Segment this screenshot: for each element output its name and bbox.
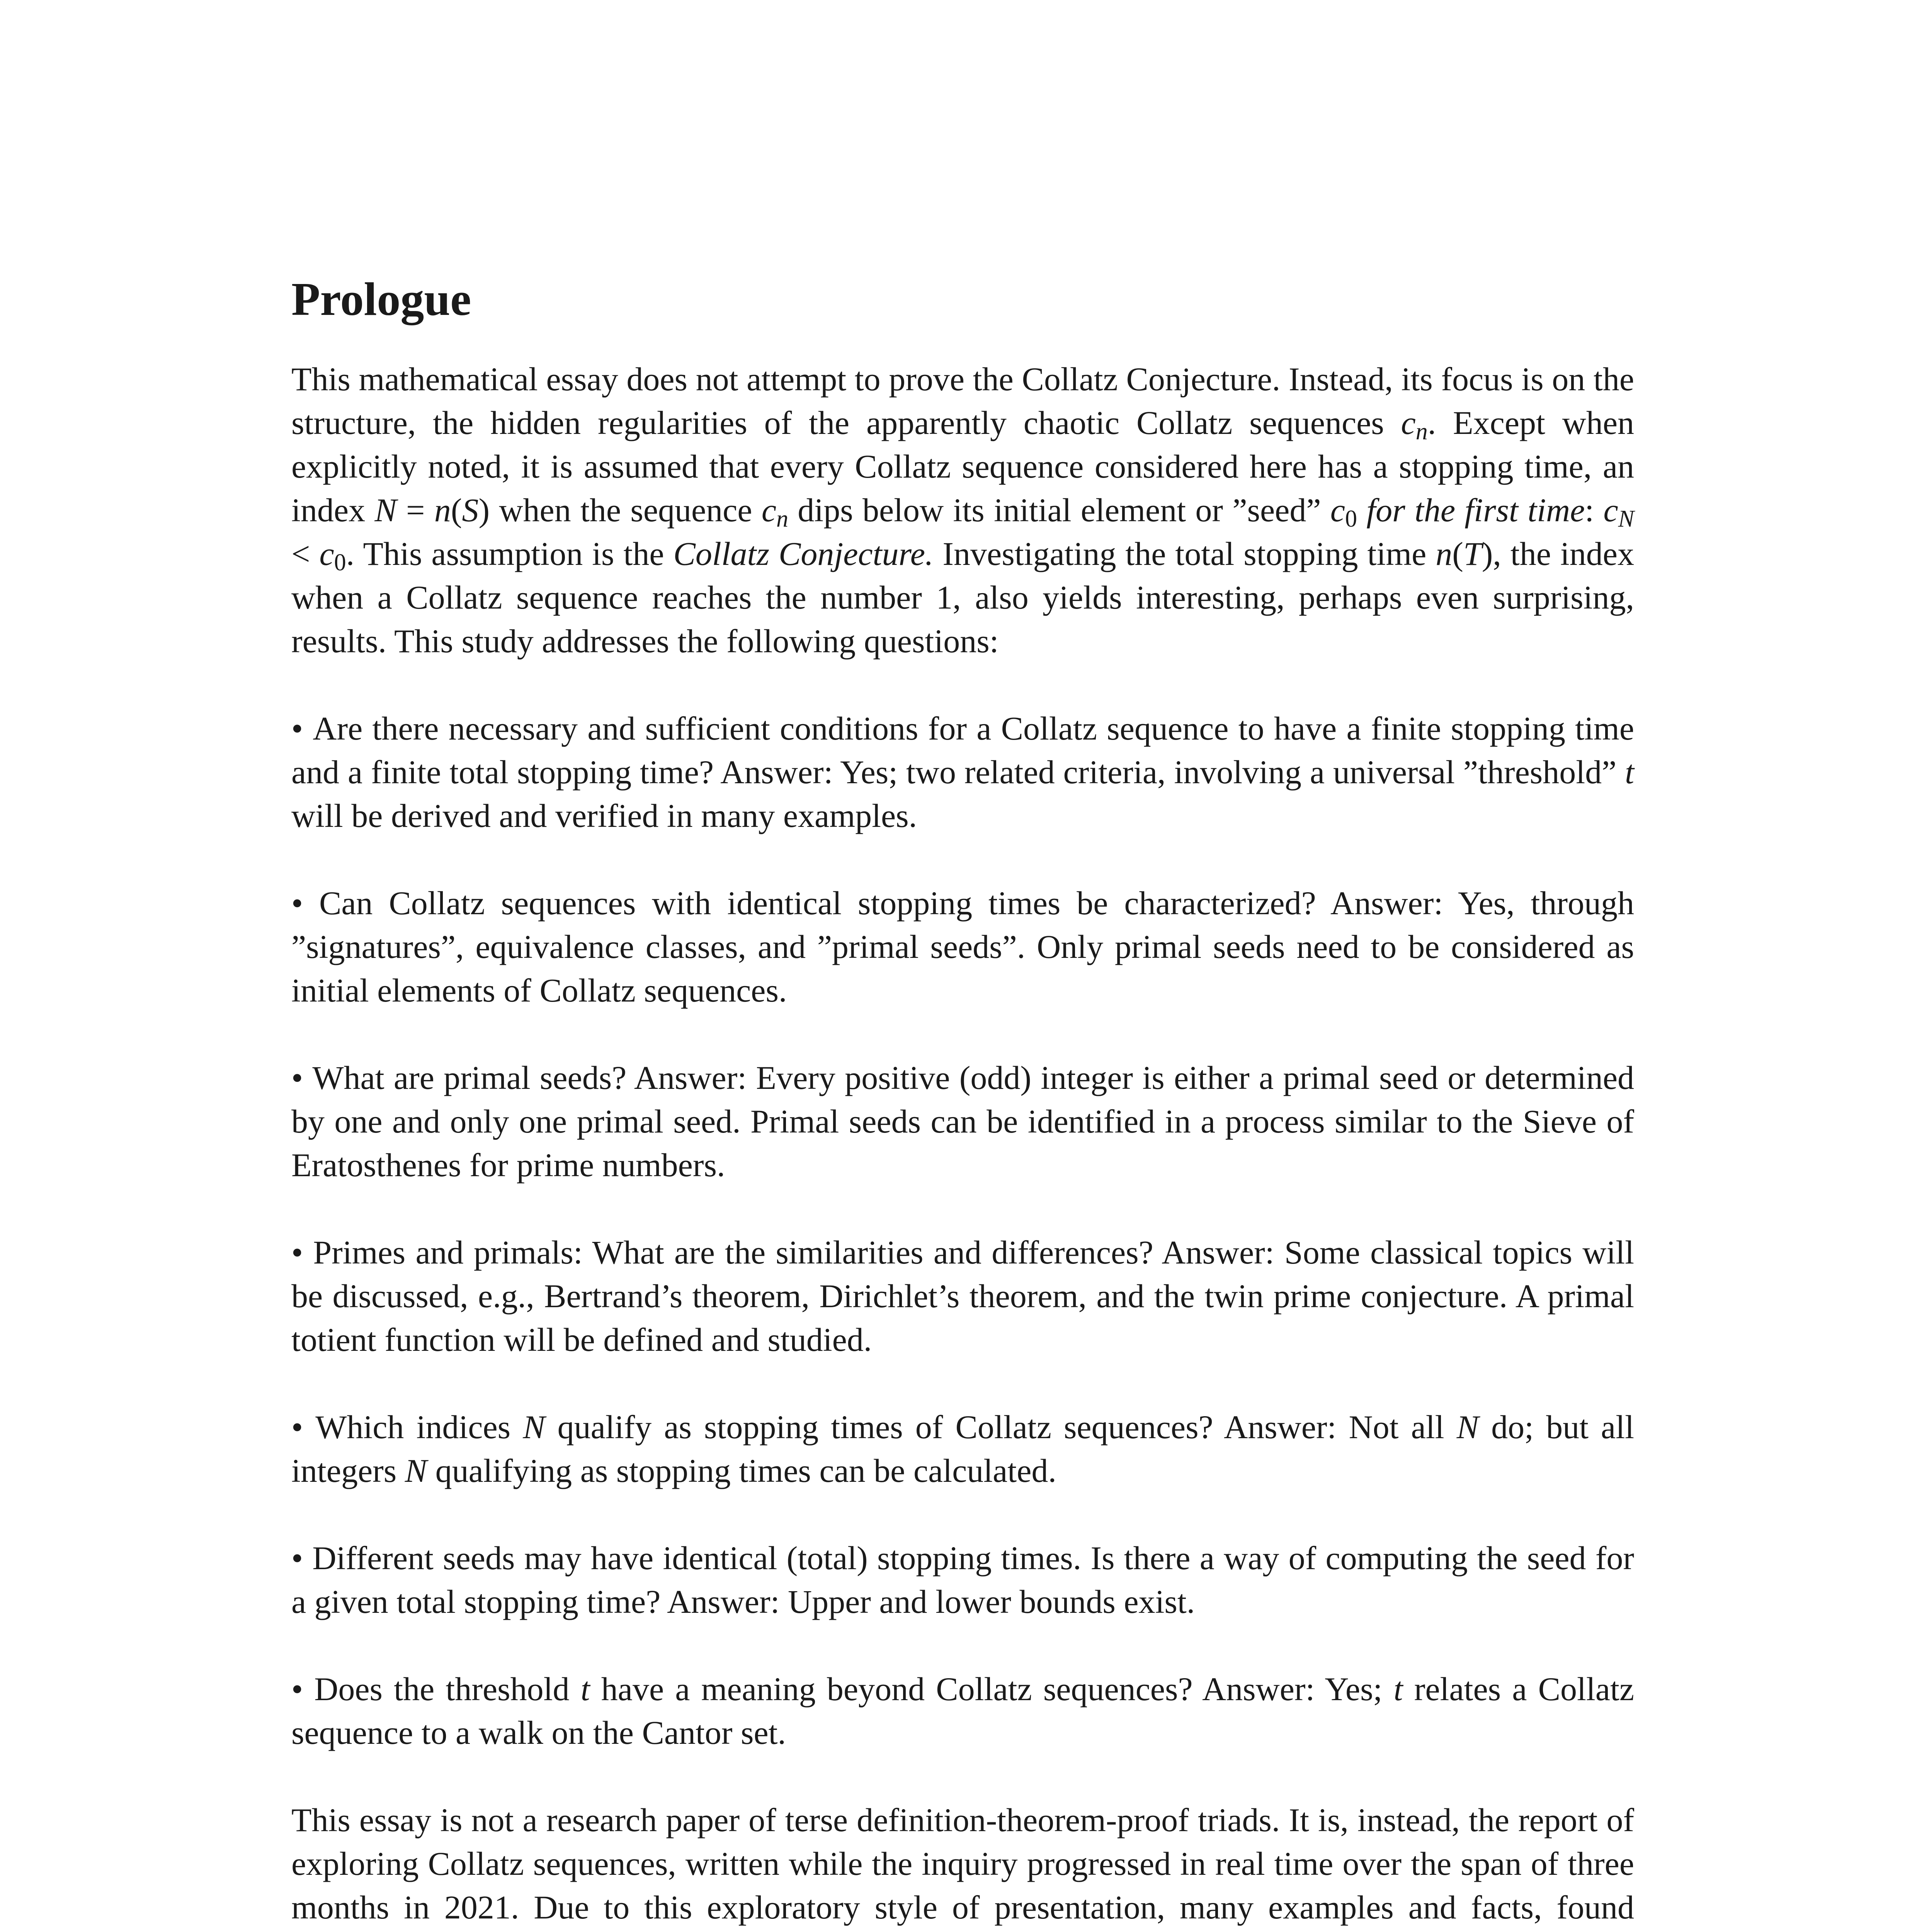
math-cn: $c_n$ (1401, 404, 1428, 445)
bullet-item: • What are primal seeds? Answer: Every positive (odd) integer is either a primal seed or determined by one and only one primal seed. Primal seeds can be identified in a process similar to the Sieve of Eratosthenes for prime numbers. (291, 1056, 1634, 1187)
intro-text: dips below its initial element or ”seed” (788, 492, 1330, 529)
intro-text: . This assumption is the (346, 535, 674, 572)
page-title: Prologue (291, 273, 471, 325)
bullet-item: • Are there necessary and sufficient conditions for a Collatz sequence to have a finite stopping time and a finite total stopping time? Answer: Yes; two related criteria, involving a universal ”threshold” t will be derived and verified in many examples. (291, 707, 1634, 838)
math-N: N (405, 1452, 427, 1489)
math-N: N (374, 492, 397, 529)
closing-paragraph: This essay is not a research paper of terse definition-theorem-proof triads. It is, instead, the report of exploring Collatz sequences, written while the inquiry progressed in real time over the span of three months in 2021. Due to this exploratory style of presentation, many examples and facts, found (291, 1801, 1634, 1926)
math-n: n (434, 492, 451, 529)
math-c0: $c_0$ (319, 535, 346, 576)
math-t: t (1393, 1670, 1403, 1708)
math-n: n (1436, 535, 1453, 572)
bullet-item: • Different seeds may have identical (total) stopping times. Is there a way of computing the seed for a given total stopping time? Answer: Upper and lower bounds exist. (291, 1536, 1634, 1624)
bullet-item: • Can Collatz sequences with identical stopping times be characterized? Answer: Yes, through ”signatures”, equivalence classes, and ”primal seeds”. Only primal seeds need to be considered as initial elements of Collatz sequences. (291, 881, 1634, 1012)
intro-text: Investigating the total stopping time (933, 535, 1436, 572)
bullet-item: • Which indices N qualify as stopping times of Collatz sequences? Answer: Not all N do; but all integers N qualifying as stopping times can be calculated. (291, 1405, 1634, 1493)
intro-text: when the sequence (490, 492, 762, 529)
document-page (291, 270, 1634, 1932)
math-N: N (523, 1408, 545, 1446)
math-T: (T) (1452, 535, 1493, 572)
math-eq: = (396, 492, 434, 529)
emphasis-first-time: for the first time (1357, 492, 1585, 529)
math-t: t (1625, 753, 1634, 791)
math-lt: < (291, 535, 320, 572)
math-c0: $c_0$ (1330, 492, 1357, 532)
math-N: N (1456, 1408, 1479, 1446)
intro-paragraph: This mathematical essay does not attempt to prove the Collatz Conjecture. Instead, its focus is on the structure, the hidden regularities of the apparently chaotic Collatz sequences $c_n$. Except when explicitly noted, it is assumed that every Collatz sequence considered here has a stopping time, an index N = n(S) when the sequence $c_n$ dips below its initial element or ”seed” $c_0$ for the first time: $c_N < c_0$. This assumption is the Collatz Conjecture. Investigating the total stopping time n(T), the index when a Collatz sequence reaches the number 1, also yields interesting, perhaps even surprising, results. This study addresses the following questions: (291, 361, 1635, 660)
math-S: (S) (451, 492, 490, 529)
emphasis-conjecture: Collatz Conjecture. (673, 535, 934, 572)
math-cn: $c_n$ (761, 492, 788, 532)
math-t: t (580, 1670, 590, 1708)
math-cN: $c_N$ (1603, 492, 1634, 532)
bullet-item: • Primes and primals: What are the similarities and differences? Answer: Some classical topics will be discussed, e.g., Bertrand’s theorem, Dirichlet’s theorem, and the twin prime conjecture. A primal totient function will be defined and studied. (291, 1231, 1634, 1362)
intro-text: , the index when a Collatz sequence reaches the number 1, also yields interesting, perhaps even surprising, results. This study addresses the following questions: (291, 535, 1634, 660)
intro-text: . Except when explicitly noted, it is assumed that every Collatz sequence considered here has a stopping time, an index (291, 404, 1635, 529)
bullet-item: • Does the threshold t have a meaning beyond Collatz sequences? Answer: Yes; t relates a Collatz sequence to a walk on the Cantor set. (291, 1667, 1634, 1755)
intro-text: This mathematical essay does not attempt to prove the Collatz Conjecture. Instead, its focus is on the structure, the hidden regularities of the apparently chaotic Collatz sequences (291, 361, 1634, 441)
